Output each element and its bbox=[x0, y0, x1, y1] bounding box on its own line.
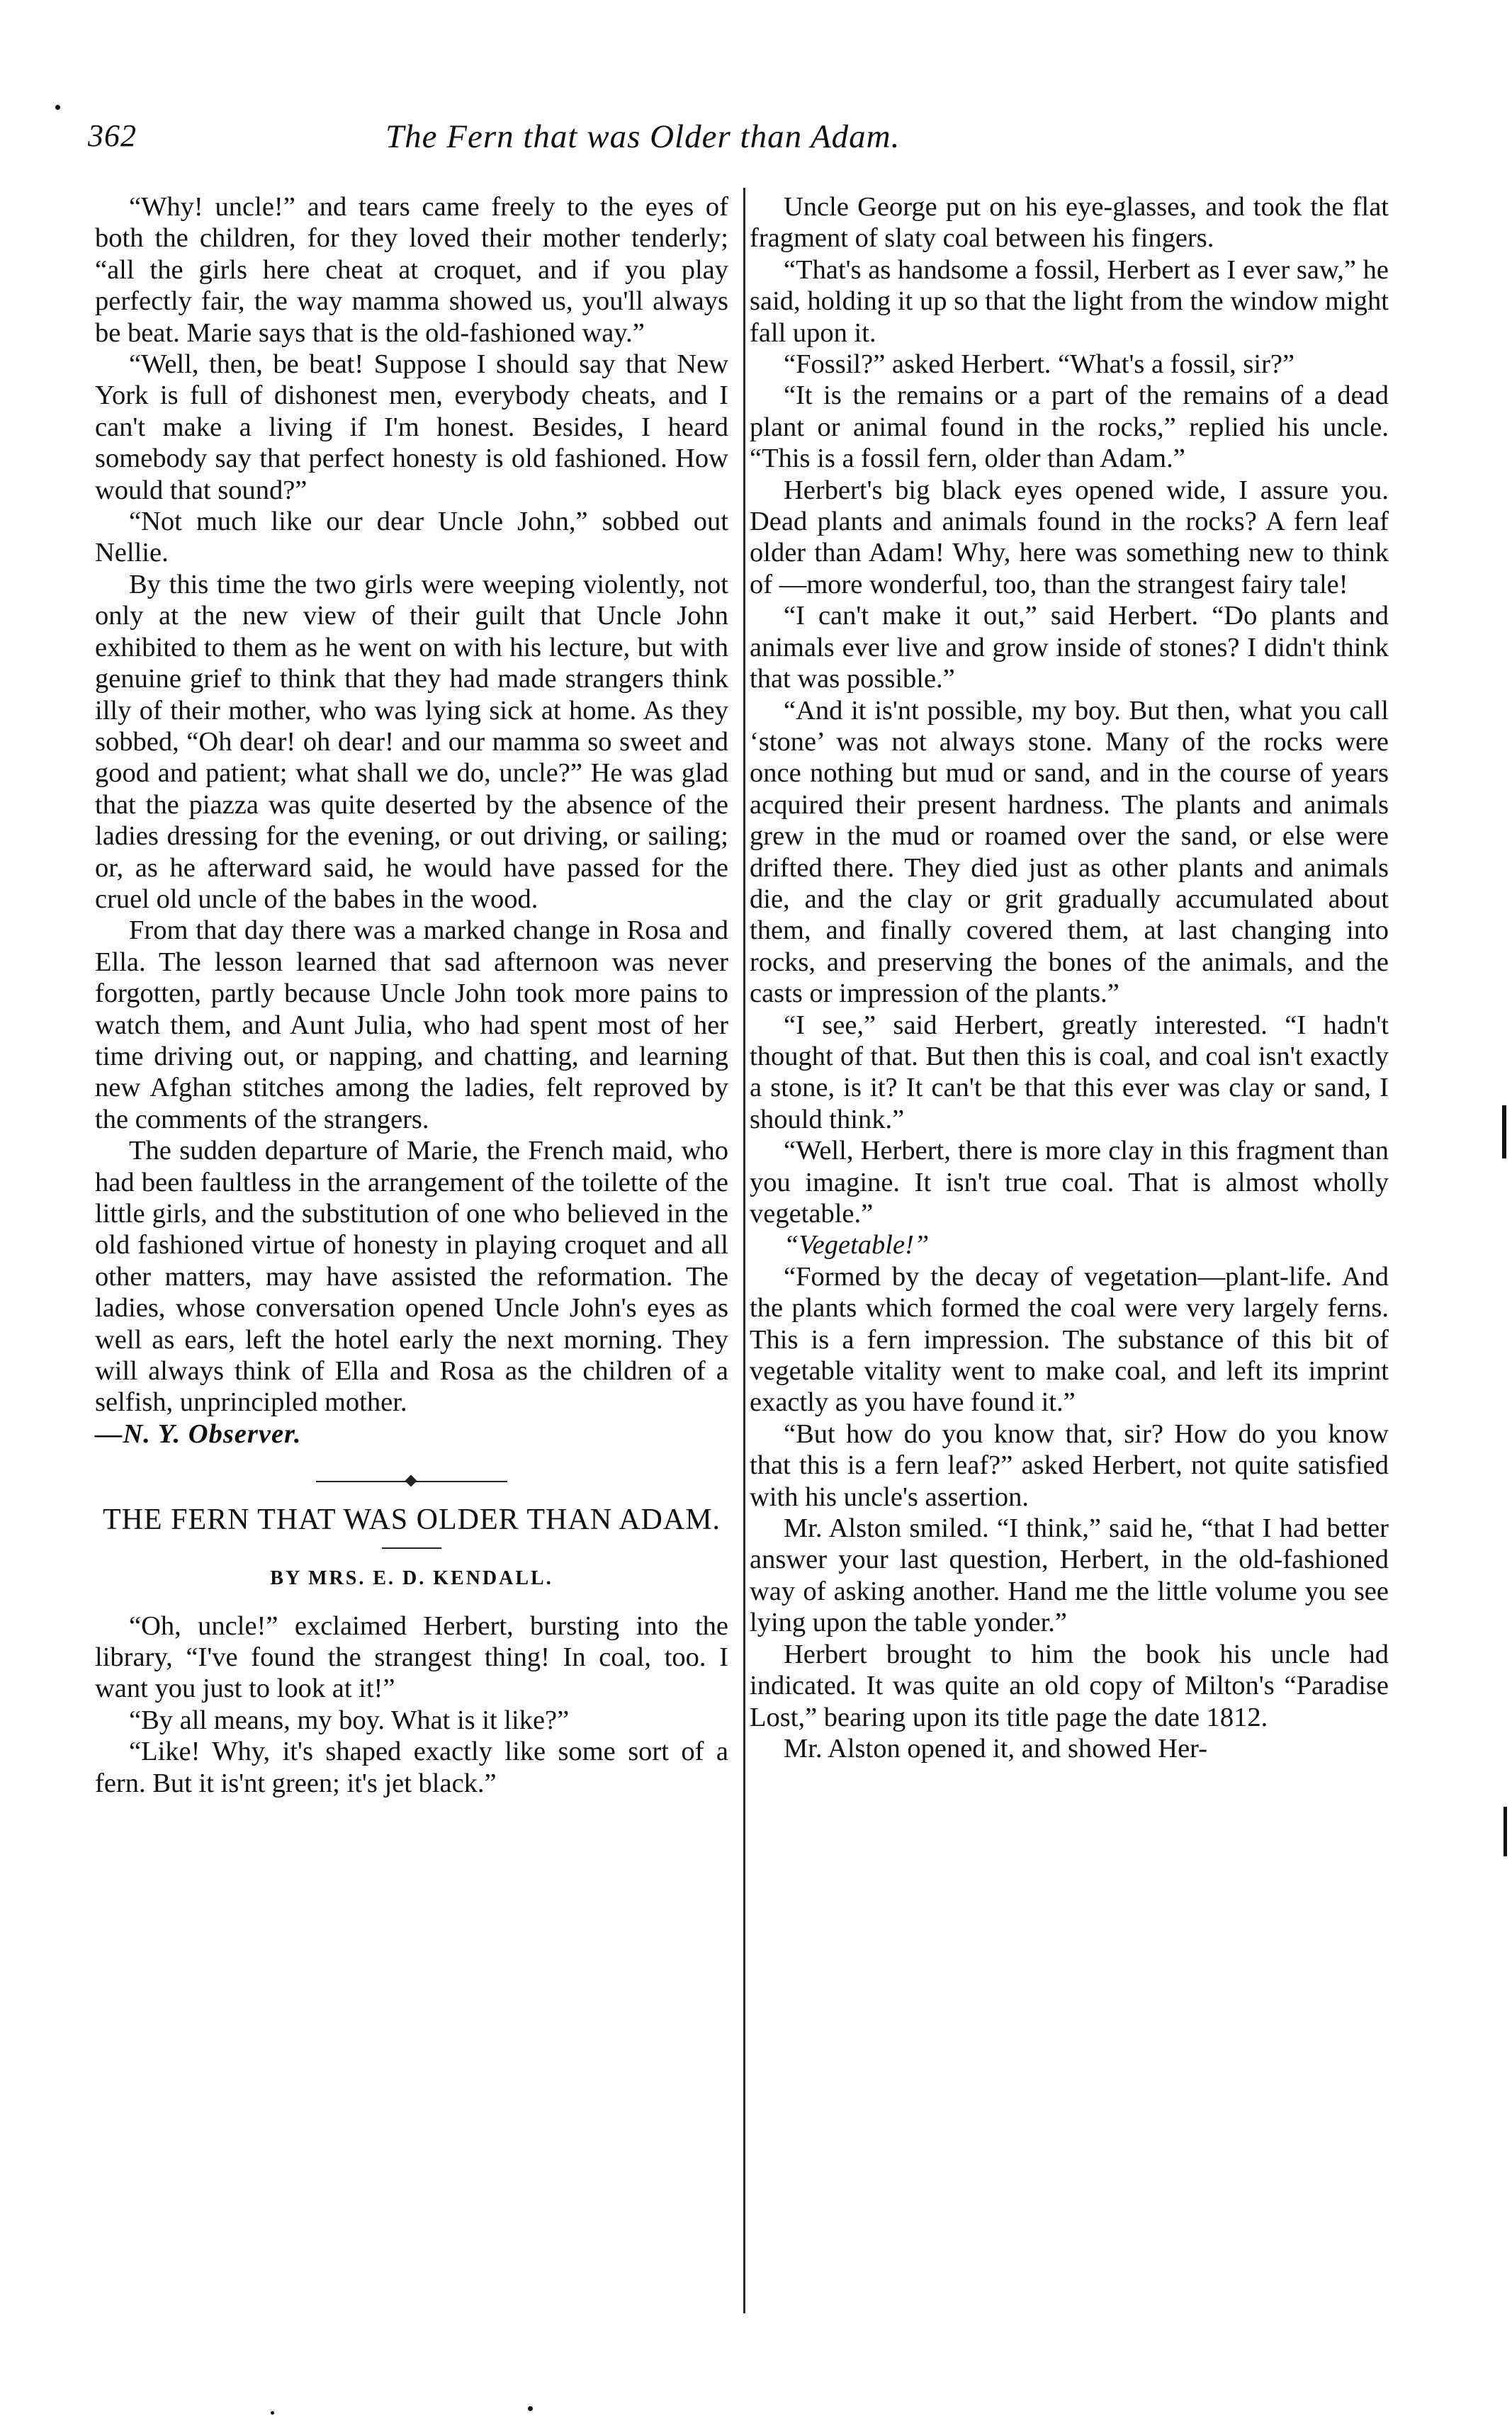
source-credit: —N. Y. Observer. bbox=[95, 1418, 302, 1449]
page-number: 362 bbox=[88, 118, 137, 153]
scan-edge-mark bbox=[1502, 1105, 1506, 1158]
paragraph: “I can't make it out,” said Herbert. “Do plants and animals ever live and grow inside of stones? I didn't think that was possible.” bbox=[750, 601, 1389, 694]
paragraph: Herbert's big black eyes opened wide, I assure you. Dead plants and animals found in the rocks? A fern leaf older than Adam! Why, here was something new to think of —more wonderful, too, than the strangest fairy tale! bbox=[750, 475, 1389, 599]
scan-speck bbox=[528, 2406, 533, 2411]
paragraph: From that day there was a marked change in Rosa and Ella. The lesson learned that sad afternoon was never forgotten, partly because Uncle John took more pains to watch them, and Aunt Julia, who had spent most of her time driving out, or napping, and chatting, and learning new Afghan stitches among the ladies, felt reproved by the comments of the strangers. bbox=[95, 915, 728, 1134]
paragraph: Uncle George put on his eye-glasses, and took the flat fragment of slaty coal between his fingers. bbox=[750, 192, 1389, 254]
scan-speck bbox=[271, 2411, 274, 2415]
paragraph: “Well, then, be beat! Suppose I should say that New York is full of dishonest men, everybody cheats, and I can't make a living if I'm honest. Besides, I heard somebody say that perfect honesty is old fashioned. How would that sound?” bbox=[95, 349, 728, 505]
paragraph: “By all means, my boy. What is it like?” bbox=[129, 1705, 570, 1735]
paragraph: “It is the remains or a part of the remains of a dead plant or animal found in the rocks,” replied his uncle. “This is a fossil fern, older than Adam.” bbox=[750, 380, 1389, 474]
byline: BY MRS. E. D. KENDALL. bbox=[270, 1567, 553, 1590]
paragraph: “Formed by the decay of vegetation—plant-life. And the plants which formed the coal were very largely ferns. This is a fern impression. The substance of this bit of vegetable vitality went to make coal, and left its imprint exactly as you have found it.” bbox=[750, 1261, 1389, 1418]
paragraph: “Fossil?” asked Herbert. “What's a fossil, sir?” bbox=[784, 349, 1295, 380]
paragraph: By this time the two girls were weeping violently, not only at the new view of their guilt that Uncle John exhibited to them as he went on with his lecture, but with genuine grief to think that they had made strangers think illy of their mother, who was lying sick at home. As they sobbed, “Oh dear! oh dear! and our mamma so sweet and good and patient; what shall we do, uncle?” He was glad that the piazza was quite deserted by the absence of the ladies dressing for the evening, or out driving, or sailing; or, as he afterward said, he would have passed for the cruel old uncle of the babes in the wood. bbox=[95, 569, 728, 914]
paragraph: “Like! Why, it's shaped exactly like some sort of a fern. But it is'nt green; it's jet black.” bbox=[95, 1737, 728, 1798]
paragraph: “But how do you know that, sir? How do you know that this is a fern leaf?” asked Herbert, not quite satisfied with his uncle's assertion. bbox=[750, 1418, 1389, 1512]
paragraph: “Why! uncle!” and tears came freely to the eyes of both the children, for they loved their mother tenderly; “all the girls here cheat at croquet, and if you play perfectly fair, the way mamma showed us, you'll always be beat. Marie says that is the old-fashioned way.” bbox=[95, 192, 728, 348]
left-column bbox=[95, 191, 728, 1799]
paragraph: The sudden departure of Marie, the French maid, who had been faultless in the arrangement of the toilette of the little girls, and the substitution of one who believed in the old fashioned virtue of honesty in playing croquet and all other matters, may have assisted the reformation. The ladies, whose conversation opened Uncle John's eyes as well as ears, left the hotel early the next morning. They will always think of Ella and Rosa as the children of a selfish, unprincipled mother. bbox=[95, 1136, 728, 1418]
right-column bbox=[750, 191, 1389, 1764]
page-header bbox=[88, 118, 1406, 167]
paragraph: Mr. Alston smiled. “I think,” said he, “that I had better answer your last question, Herbert, in the old-fashioned way of asking another. Hand me the little volume you see lying upon the table yonder.” bbox=[750, 1513, 1389, 1638]
paragraph: “Not much like our dear Uncle John,” sobbed out Nellie. bbox=[95, 507, 728, 568]
paragraph: “That's as handsome a fossil, Herbert as I ever saw,” he said, holding it up so that the light from the window might fall upon it. bbox=[750, 254, 1389, 348]
column-divider bbox=[743, 188, 745, 2313]
article-title: THE FERN THAT WAS OLDER THAN ADAM. bbox=[102, 1503, 721, 1537]
paragraph: “Oh, uncle!” exclaimed Herbert, bursting into the library, “I've found the strangest thing! In coal, too. I want you just to look at it!” bbox=[95, 1610, 728, 1704]
paragraph: “I see,” said Herbert, greatly interested. “I hadn't thought of that. But then this is coal, and coal isn't exactly a stone, is it? It can't be that this ever was clay or sand, I should think.” bbox=[750, 1010, 1389, 1134]
running-title: The Fern that was Older than Adam. bbox=[385, 118, 901, 155]
paragraph: “Well, Herbert, there is more clay in this fragment than you imagine. It isn't true coal. That is almost wholly vegetable.” bbox=[750, 1136, 1389, 1229]
section-ornament bbox=[316, 1477, 507, 1488]
paragraph: “And it is'nt possible, my boy. But then, what you call ‘stone’ was not always stone. Many of the rocks were once nothing but mud or sand, and in the course of years acquired their present hardness. The plants and animals grew in the mud or roamed over the sand, or else were drifted there. They died just as other plants and animals die, and the clay or grit gradually accumulated about them, and finally covered them, at last changing into rocks, and preserving the bones of the animals, and the casts or impression of the plants.” bbox=[750, 695, 1389, 1009]
paragraph: Herbert brought to him the book his uncle had indicated. It was quite an old copy of Milton's “Paradise Lost,” bearing upon its title page the date 1812. bbox=[750, 1639, 1389, 1732]
title-rule bbox=[382, 1547, 441, 1549]
paragraph: Mr. Alston opened it, and showed Her- bbox=[784, 1733, 1208, 1764]
scan-speck bbox=[55, 105, 60, 110]
scan-edge-mark bbox=[1503, 1807, 1507, 1856]
paragraph: “Vegetable!” bbox=[784, 1230, 930, 1260]
